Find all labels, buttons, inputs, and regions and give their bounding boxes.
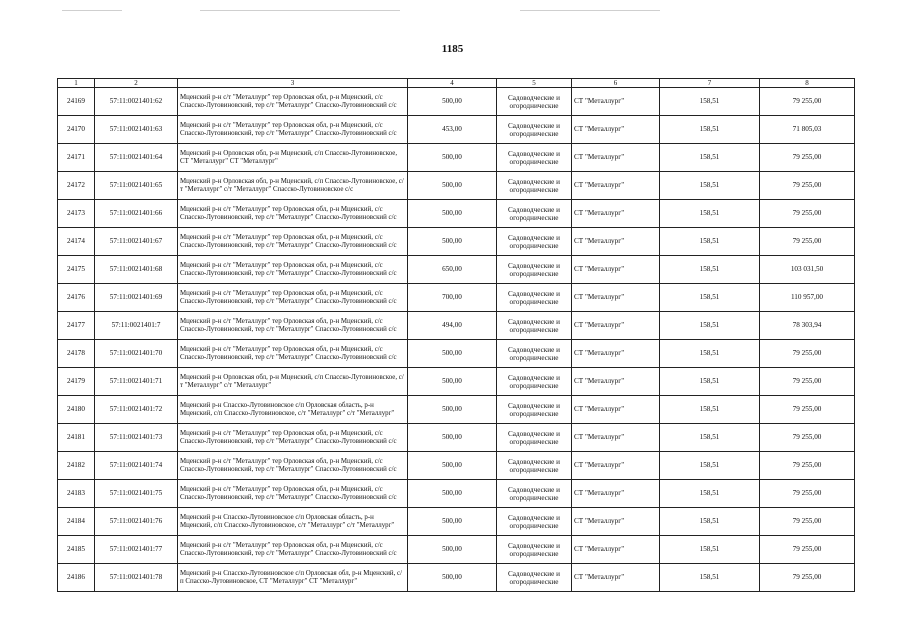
- scan-artifact-mid: [200, 10, 400, 11]
- right-holder-cell: СТ "Металлург": [572, 284, 660, 312]
- permitted-use-cell: Садоводческие и огороднические: [497, 536, 572, 564]
- cadastral-number-cell: 57:11:0021401:67: [95, 228, 178, 256]
- cadastral-rate-cell: 158,51: [660, 312, 760, 340]
- cadastral-number-cell: 57:11:0021401:75: [95, 480, 178, 508]
- right-holder-cell: СТ "Металлург": [572, 172, 660, 200]
- table-row: [58, 480, 855, 508]
- cadastral-rate-cell: 158,51: [660, 88, 760, 116]
- permitted-use-cell: Садоводческие и огороднические: [497, 340, 572, 368]
- column-header: 1: [58, 79, 95, 88]
- table-row: [58, 368, 855, 396]
- cadastral-rate-cell: 158,51: [660, 284, 760, 312]
- cadastral-value-cell: 79 255,00: [760, 144, 855, 172]
- plot-area-cell: 500,00: [408, 144, 497, 172]
- cadastral-number-cell: 57:11:0021401:72: [95, 396, 178, 424]
- right-holder-cell: СТ "Металлург": [572, 256, 660, 284]
- table-row: [58, 116, 855, 144]
- record-number-cell: 24180: [58, 396, 95, 424]
- permitted-use-cell: Садоводческие и огороднические: [497, 480, 572, 508]
- plot-address-cell: Мценский р-н Орловская обл, р-н Мценский, с/п Спасско-Лутовиновское, СТ "Металлург" СТ "Металлург": [178, 144, 408, 172]
- plot-address-cell: Мценский р-н с/т "Металлург" тер Орловская обл, р-н Мценский, с/с Спасско-Лутовиновский, тер с/т "Металлург" Спасско-Лутовиновский с/с: [178, 256, 408, 284]
- column-header: 4: [408, 79, 497, 88]
- plot-address-cell: Мценский р-н с/т "Металлург" тер Орловская обл, р-н Мценский, с/с Спасско-Лутовиновский, тер с/т "Металлург" Спасско-Лутовиновский с/с: [178, 340, 408, 368]
- land-plot-table: [57, 78, 855, 592]
- scan-artifact-left: [62, 10, 122, 11]
- cadastral-rate-cell: 158,51: [660, 340, 760, 368]
- plot-address-cell: Мценский р-н с/т "Металлург" тер Орловская обл, р-н Мценский, с/с Спасско-Лутовиновский, тер с/т "Металлург" Спасско-Лутовиновский с/с: [178, 284, 408, 312]
- cadastral-value-cell: 103 031,50: [760, 256, 855, 284]
- plot-area-cell: 500,00: [408, 508, 497, 536]
- record-number-cell: 24182: [58, 452, 95, 480]
- permitted-use-cell: Садоводческие и огороднические: [497, 452, 572, 480]
- cadastral-rate-cell: 158,51: [660, 564, 760, 592]
- record-number-cell: 24179: [58, 368, 95, 396]
- table-row: [58, 396, 855, 424]
- cadastral-number-cell: 57:11:0021401:7: [95, 312, 178, 340]
- plot-area-cell: 500,00: [408, 424, 497, 452]
- plot-area-cell: 500,00: [408, 564, 497, 592]
- plot-area-cell: 500,00: [408, 396, 497, 424]
- right-holder-cell: СТ "Металлург": [572, 480, 660, 508]
- right-holder-cell: СТ "Металлург": [572, 144, 660, 172]
- record-number-cell: 24185: [58, 536, 95, 564]
- cadastral-value-cell: 78 303,94: [760, 312, 855, 340]
- cadastral-value-cell: 79 255,00: [760, 508, 855, 536]
- record-number-cell: 24176: [58, 284, 95, 312]
- cadastral-rate-cell: 158,51: [660, 508, 760, 536]
- cadastral-number-cell: 57:11:0021401:78: [95, 564, 178, 592]
- right-holder-cell: СТ "Металлург": [572, 312, 660, 340]
- cadastral-value-cell: 71 805,03: [760, 116, 855, 144]
- record-number-cell: 24173: [58, 200, 95, 228]
- cadastral-value-cell: 79 255,00: [760, 564, 855, 592]
- cadastral-rate-cell: 158,51: [660, 396, 760, 424]
- cadastral-value-cell: 79 255,00: [760, 424, 855, 452]
- permitted-use-cell: Садоводческие и огороднические: [497, 284, 572, 312]
- permitted-use-cell: Садоводческие и огороднические: [497, 508, 572, 536]
- right-holder-cell: СТ "Металлург": [572, 564, 660, 592]
- right-holder-cell: СТ "Металлург": [572, 508, 660, 536]
- column-header: 7: [660, 79, 760, 88]
- record-number-cell: 24175: [58, 256, 95, 284]
- plot-address-cell: Мценский р-н с/т "Металлург" тер Орловская обл, р-н Мценский, с/с Спасско-Лутовиновский, тер с/т "Металлург" Спасско-Лутовиновский с/с: [178, 312, 408, 340]
- permitted-use-cell: Садоводческие и огороднические: [497, 396, 572, 424]
- cadastral-rate-cell: 158,51: [660, 200, 760, 228]
- record-number-cell: 24178: [58, 340, 95, 368]
- cadastral-value-cell: 79 255,00: [760, 480, 855, 508]
- plot-address-cell: Мценский р-н с/т "Металлург" тер Орловская обл, р-н Мценский, с/с Спасско-Лутовиновский, тер с/т "Металлург" Спасско-Лутовиновский с/с: [178, 536, 408, 564]
- page-number: 1185: [441, 43, 464, 55]
- plot-area-cell: 500,00: [408, 228, 497, 256]
- table-row: [58, 424, 855, 452]
- cadastral-number-cell: 57:11:0021401:71: [95, 368, 178, 396]
- plot-area-cell: 500,00: [408, 200, 497, 228]
- cadastral-value-cell: 79 255,00: [760, 172, 855, 200]
- plot-area-cell: 700,00: [408, 284, 497, 312]
- table-row: [58, 312, 855, 340]
- permitted-use-cell: Садоводческие и огороднические: [497, 424, 572, 452]
- plot-address-cell: Мценский р-н Орловская обл, р-н Мценский, с/п Спасско-Лутовиновское, с/т "Металлург" с/т "Металлург" Спасско-Лутовиновское с/с: [178, 172, 408, 200]
- right-holder-cell: СТ "Металлург": [572, 200, 660, 228]
- cadastral-value-cell: 79 255,00: [760, 200, 855, 228]
- permitted-use-cell: Садоводческие и огороднические: [497, 172, 572, 200]
- cadastral-number-cell: 57:11:0021401:68: [95, 256, 178, 284]
- cadastral-number-cell: 57:11:0021401:63: [95, 116, 178, 144]
- table-row: [58, 284, 855, 312]
- permitted-use-cell: Садоводческие и огороднические: [497, 256, 572, 284]
- permitted-use-cell: Садоводческие и огороднические: [497, 88, 572, 116]
- cadastral-value-cell: 79 255,00: [760, 340, 855, 368]
- cadastral-number-cell: 57:11:0021401:76: [95, 508, 178, 536]
- plot-area-cell: 500,00: [408, 452, 497, 480]
- table-row: [58, 564, 855, 592]
- cadastral-number-cell: 57:11:0021401:70: [95, 340, 178, 368]
- record-number-cell: 24181: [58, 424, 95, 452]
- record-number-cell: 24186: [58, 564, 95, 592]
- cadastral-rate-cell: 158,51: [660, 452, 760, 480]
- table-row: [58, 200, 855, 228]
- plot-area-cell: 500,00: [408, 480, 497, 508]
- table-row: [58, 536, 855, 564]
- column-header: 3: [178, 79, 408, 88]
- cadastral-number-cell: 57:11:0021401:62: [95, 88, 178, 116]
- plot-address-cell: Мценский р-н с/т "Металлург" тер Орловская обл, р-н Мценский, с/с Спасско-Лутовиновский, тер с/т "Металлург" Спасско-Лутовиновский с/с: [178, 452, 408, 480]
- plot-area-cell: 453,00: [408, 116, 497, 144]
- plot-address-cell: Мценский р-н с/т "Металлург" тер Орловская обл, р-н Мценский, с/с Спасско-Лутовиновский, тер с/т "Металлург" Спасско-Лутовиновский с/с: [178, 200, 408, 228]
- plot-address-cell: Мценский р-н с/т "Металлург" тер Орловская обл, р-н Мценский, с/с Спасско-Лутовиновский, тер с/т "Металлург" Спасско-Лутовиновский с/с: [178, 424, 408, 452]
- table-row: [58, 144, 855, 172]
- record-number-cell: 24172: [58, 172, 95, 200]
- permitted-use-cell: Садоводческие и огороднические: [497, 200, 572, 228]
- cadastral-rate-cell: 158,51: [660, 536, 760, 564]
- cadastral-rate-cell: 158,51: [660, 144, 760, 172]
- permitted-use-cell: Садоводческие и огороднические: [497, 564, 572, 592]
- cadastral-number-cell: 57:11:0021401:65: [95, 172, 178, 200]
- plot-address-cell: Мценский р-н Спасско-Лутовиновское с/п Орловская обл, р-н Мценский, с/п Спасско-Лутовиновское, СТ "Металлург" СТ "Металлург": [178, 564, 408, 592]
- record-number-cell: 24171: [58, 144, 95, 172]
- plot-address-cell: Мценский р-н Спасско-Лутовиновское с/п Орловская область, р-н Мценский, с/п Спасско-Лутовиновское, с/т "Металлург" с/т "Металлург": [178, 508, 408, 536]
- cadastral-number-cell: 57:11:0021401:69: [95, 284, 178, 312]
- column-header: 6: [572, 79, 660, 88]
- cadastral-value-cell: 79 255,00: [760, 396, 855, 424]
- plot-area-cell: 500,00: [408, 88, 497, 116]
- column-header: 8: [760, 79, 855, 88]
- table-row: [58, 172, 855, 200]
- cadastral-rate-cell: 158,51: [660, 116, 760, 144]
- record-number-cell: 24177: [58, 312, 95, 340]
- cadastral-value-cell: 79 255,00: [760, 452, 855, 480]
- cadastral-number-cell: 57:11:0021401:64: [95, 144, 178, 172]
- cadastral-rate-cell: 158,51: [660, 368, 760, 396]
- record-number-cell: 24174: [58, 228, 95, 256]
- cadastral-number-cell: 57:11:0021401:66: [95, 200, 178, 228]
- permitted-use-cell: Садоводческие и огороднические: [497, 368, 572, 396]
- scan-artifact-right: [520, 10, 660, 11]
- plot-area-cell: 500,00: [408, 172, 497, 200]
- right-holder-cell: СТ "Металлург": [572, 340, 660, 368]
- plot-area-cell: 500,00: [408, 536, 497, 564]
- right-holder-cell: СТ "Металлург": [572, 368, 660, 396]
- right-holder-cell: СТ "Металлург": [572, 88, 660, 116]
- table-row: [58, 256, 855, 284]
- permitted-use-cell: Садоводческие и огороднические: [497, 228, 572, 256]
- plot-address-cell: Мценский р-н с/т "Металлург" тер Орловская обл, р-н Мценский, с/с Спасско-Лутовиновский, тер с/т "Металлург" Спасско-Лутовиновский с/с: [178, 480, 408, 508]
- cadastral-number-cell: 57:11:0021401:73: [95, 424, 178, 452]
- table-row: [58, 340, 855, 368]
- column-header: 5: [497, 79, 572, 88]
- right-holder-cell: СТ "Металлург": [572, 116, 660, 144]
- record-number-cell: 24184: [58, 508, 95, 536]
- cadastral-rate-cell: 158,51: [660, 228, 760, 256]
- cadastral-value-cell: 79 255,00: [760, 228, 855, 256]
- plot-address-cell: Мценский р-н Орловская обл, р-н Мценский, с/п Спасско-Лутовиновское, с/т "Металлург" с/т "Металлург": [178, 368, 408, 396]
- cadastral-value-cell: 79 255,00: [760, 368, 855, 396]
- record-number-cell: 24169: [58, 88, 95, 116]
- table-row: [58, 88, 855, 116]
- right-holder-cell: СТ "Металлург": [572, 424, 660, 452]
- plot-area-cell: 500,00: [408, 368, 497, 396]
- table-row: [58, 508, 855, 536]
- table-row: [58, 228, 855, 256]
- cadastral-value-cell: 79 255,00: [760, 536, 855, 564]
- cadastral-rate-cell: 158,51: [660, 480, 760, 508]
- permitted-use-cell: Садоводческие и огороднические: [497, 312, 572, 340]
- cadastral-rate-cell: 158,51: [660, 172, 760, 200]
- cadastral-value-cell: 110 957,00: [760, 284, 855, 312]
- cadastral-rate-cell: 158,51: [660, 424, 760, 452]
- right-holder-cell: СТ "Металлург": [572, 228, 660, 256]
- right-holder-cell: СТ "Металлург": [572, 536, 660, 564]
- plot-area-cell: 500,00: [408, 340, 497, 368]
- plot-address-cell: Мценский р-н с/т "Металлург" тер Орловская обл, р-н Мценский, с/с Спасско-Лутовиновский, тер с/т "Металлург" Спасско-Лутовиновский с/с: [178, 116, 408, 144]
- permitted-use-cell: Садоводческие и огороднические: [497, 116, 572, 144]
- plot-address-cell: Мценский р-н с/т "Металлург" тер Орловская обл, р-н Мценский, с/с Спасско-Лутовиновский, тер с/т "Металлург" Спасско-Лутовиновский с/с: [178, 228, 408, 256]
- table-row: [58, 452, 855, 480]
- right-holder-cell: СТ "Металлург": [572, 452, 660, 480]
- cadastral-value-cell: 79 255,00: [760, 88, 855, 116]
- record-number-cell: 24183: [58, 480, 95, 508]
- cadastral-number-cell: 57:11:0021401:77: [95, 536, 178, 564]
- cadastral-rate-cell: 158,51: [660, 256, 760, 284]
- record-number-cell: 24170: [58, 116, 95, 144]
- right-holder-cell: СТ "Металлург": [572, 396, 660, 424]
- plot-address-cell: Мценский р-н с/т "Металлург" тер Орловская обл, р-н Мценский, с/с Спасско-Лутовиновский, тер с/т "Металлург" Спасско-Лутовиновский с/с: [178, 88, 408, 116]
- permitted-use-cell: Садоводческие и огороднические: [497, 144, 572, 172]
- column-number-row: [58, 79, 855, 88]
- column-header: 2: [95, 79, 178, 88]
- plot-area-cell: 494,00: [408, 312, 497, 340]
- plot-address-cell: Мценский р-н Спасско-Лутовиновское с/п Орловская область, р-н Мценский, с/п Спасско-Лутовиновское, с/т "Металлург" с/т "Металлург": [178, 396, 408, 424]
- cadastral-number-cell: 57:11:0021401:74: [95, 452, 178, 480]
- plot-area-cell: 650,00: [408, 256, 497, 284]
